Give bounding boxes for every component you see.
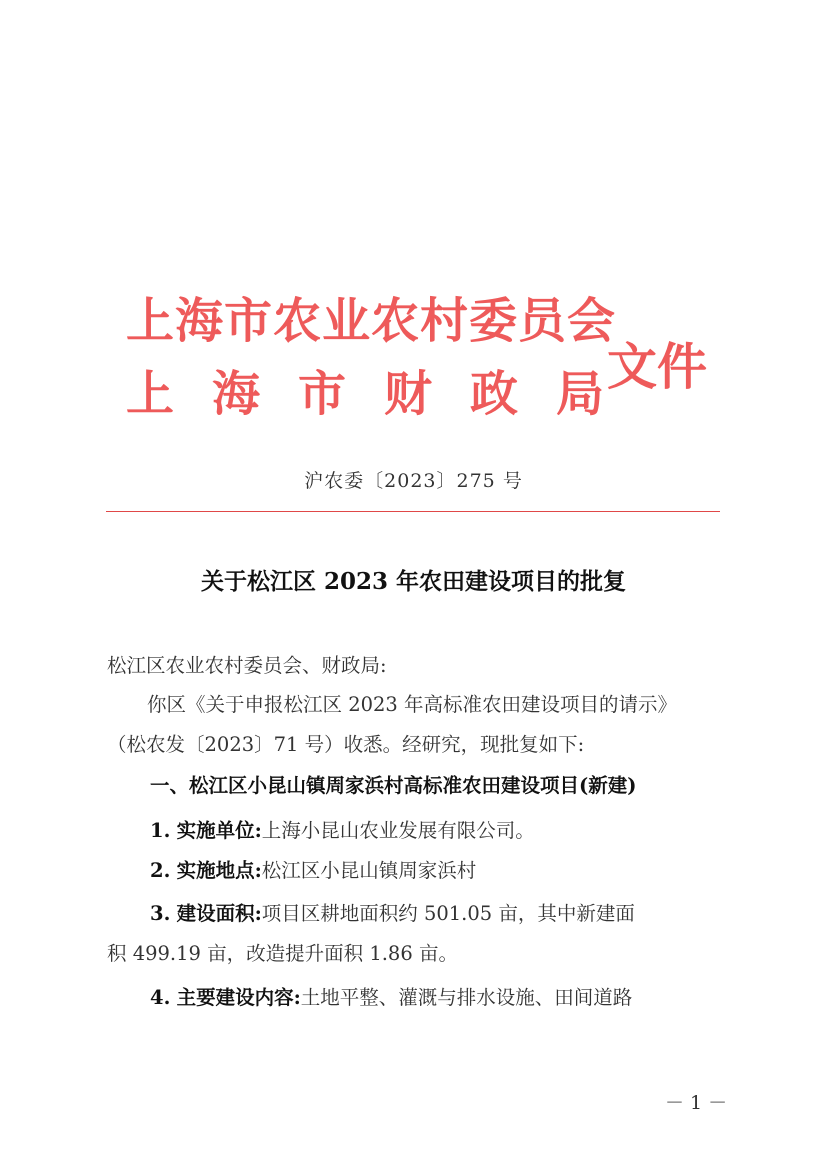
item-text: 上海小昆山农业发展有限公司。 (261, 819, 535, 842)
item-label: 实施单位: (176, 819, 262, 842)
list-item-continuation: 积 499.19 亩，改造提升面积 1.86 亩。 (107, 942, 458, 965)
item-label: 主要建设内容: (176, 986, 301, 1009)
intro-paragraph-line-2: （松农发〔2023〕71 号）收悉。经研究，现批复如下: (107, 733, 585, 756)
document-header (0, 0, 827, 420)
red-divider-line (106, 511, 720, 512)
item-number: 4. (150, 986, 171, 1009)
intro-paragraph-line-1: 你区《关于申报松江区 2023 年高标准农田建设项目的请示》 (147, 693, 678, 716)
item-text: 项目区耕地面积约 501.05 亩，其中新建面 (261, 902, 635, 925)
list-item (150, 982, 632, 1010)
item-label: 实施地点: (176, 859, 262, 882)
item-text: 松江区小昆山镇周家浜村 (261, 859, 477, 882)
item-text: 土地平整、灌溉与排水设施、田间道路 (300, 986, 633, 1009)
agency-name-finance-bureau: 上海市财政局 (126, 366, 643, 422)
item-number: 2. (150, 859, 171, 882)
item-label: 建设面积: (176, 902, 262, 925)
page-number: － 1 － (665, 1092, 728, 1114)
salutation: 松江区农业农村委员会、财政局: (107, 654, 387, 677)
list-item (150, 898, 635, 926)
list-item (150, 815, 535, 843)
item-number: 3. (150, 902, 171, 925)
section-heading: 一、松江区小昆山镇周家浜村高标准农田建设项目(新建) (150, 774, 637, 797)
file-label: 文件 (607, 337, 707, 396)
agency-name-agriculture-committee: 上海市农业农村委员会 (126, 293, 617, 349)
document-number: 沪农委〔2023〕275 号 (304, 470, 523, 492)
list-item (150, 855, 476, 883)
document-title: 关于松江区 2023 年农田建设项目的批复 (200, 568, 627, 595)
item-number: 1. (150, 819, 171, 842)
